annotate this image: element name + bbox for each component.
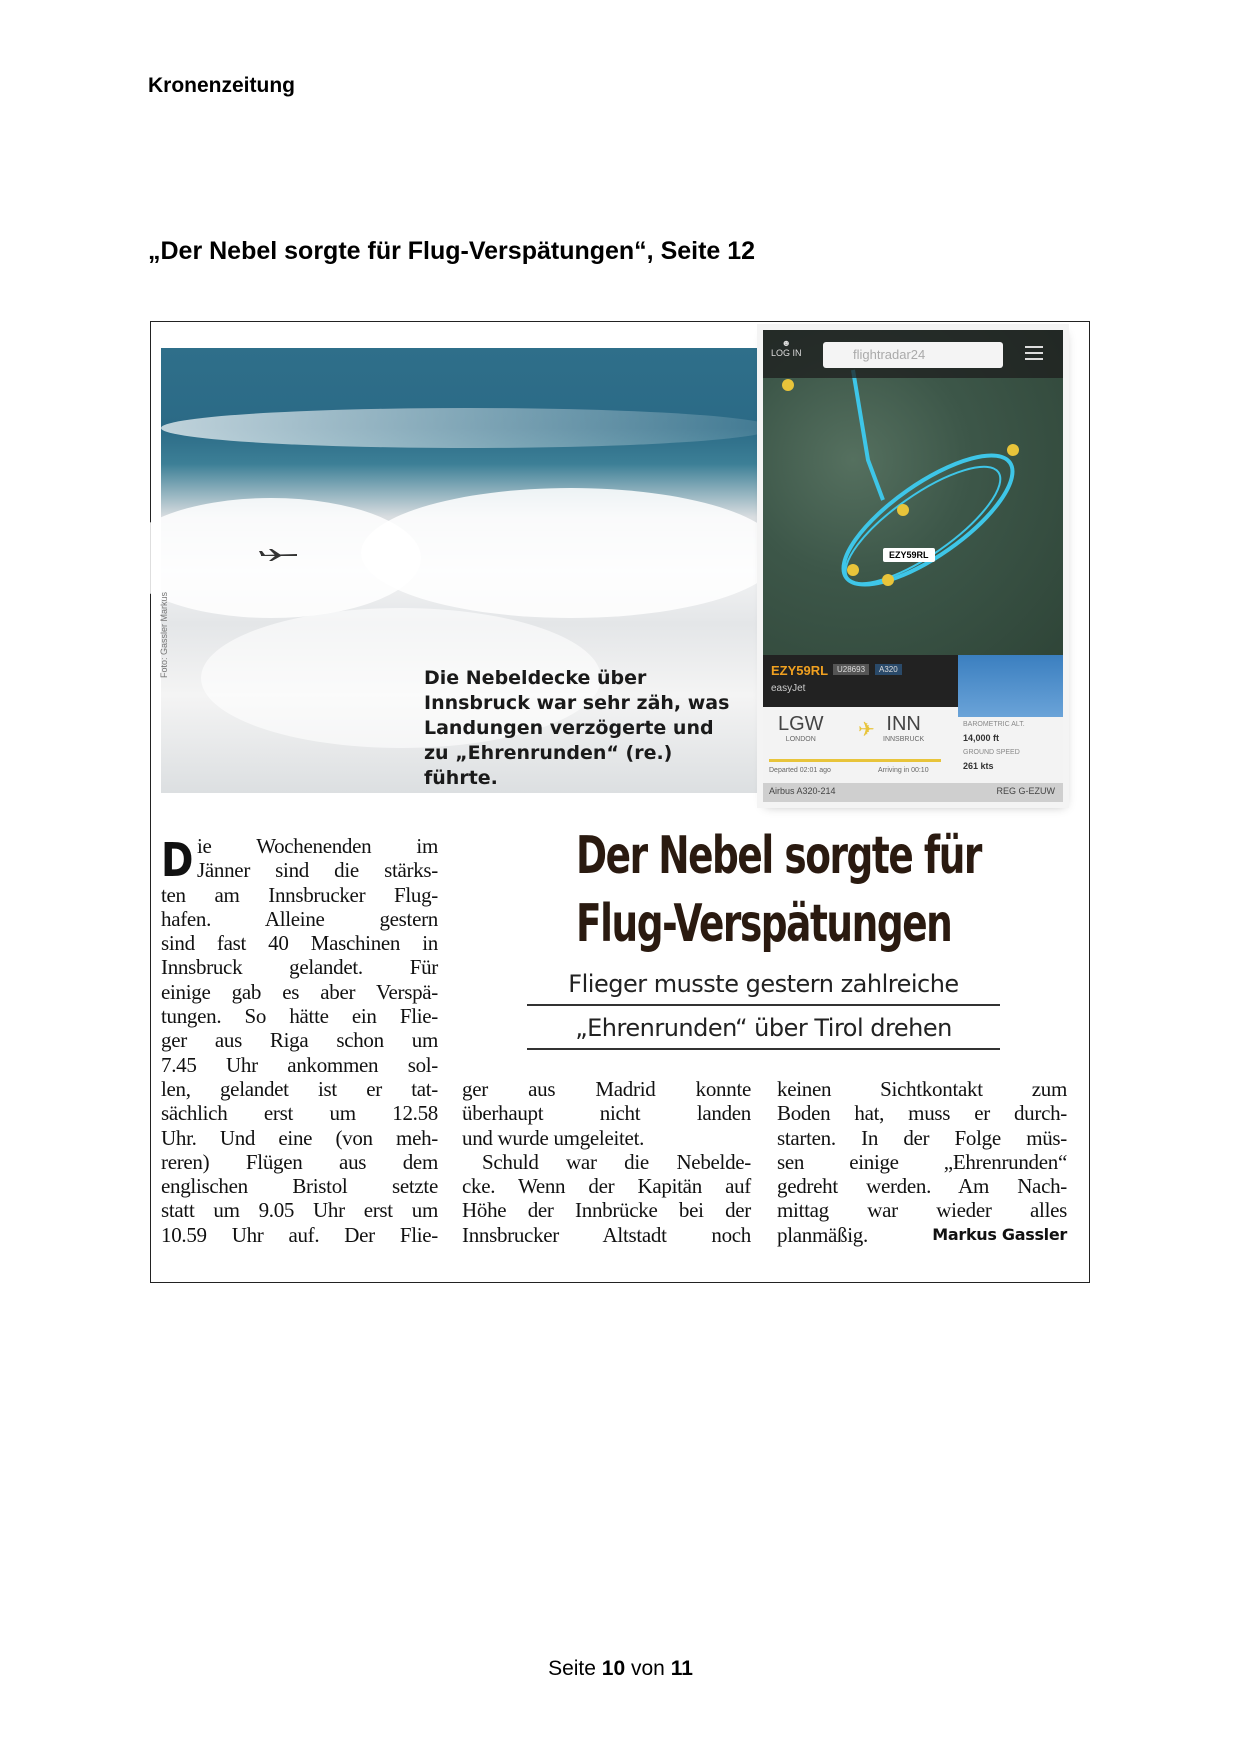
article-line: starten. In der Folge müs- (777, 1125, 1067, 1150)
author-byline: Markus Gassler (932, 1224, 1067, 1244)
article-line: ie Wochenenden im (197, 834, 438, 858)
total-pages: 11 (670, 1657, 693, 1680)
origin-code: LGW (778, 713, 824, 735)
article-line: planmäßig. (777, 1222, 868, 1247)
departed-time: Departed 02:01 ago (769, 767, 831, 774)
menu-icon[interactable] (1025, 346, 1043, 364)
flight-map (763, 330, 1063, 655)
article-line: tungen. So hätte ein Flie- (161, 1004, 438, 1029)
article-line: keinen Sichtkontakt zum (777, 1077, 1067, 1101)
document-title: „Der Nebel sorgte für Flug-Verspätungen“, Seite 12 (148, 237, 756, 265)
article-line: englischen Bristol setzte (161, 1174, 438, 1199)
photo-caption: Die Nebeldecke über Innsbruck war sehr zäh, was Landungen verzögerte und zu „Ehrenrunden“ (re.) führte. (424, 667, 730, 789)
article-line: 10.59 Uhr auf. Der Flie- (161, 1222, 438, 1247)
dest-city: INNSBRUCK (883, 736, 925, 743)
article-line: einige gab es aber Verspä- (161, 979, 438, 1004)
article-line: Höhe der Innbrücke bei der (462, 1198, 751, 1223)
aircraft-model: Airbus A320-214 (769, 786, 836, 796)
article-column-1 (161, 834, 438, 1247)
dest-code: INN (886, 713, 921, 735)
subheadline-line-1: Flieger musste gestern zahlreiche (527, 970, 1000, 1006)
airline: easyJet (771, 683, 806, 694)
article-line: Jänner sind die stärks- (197, 858, 438, 883)
headline-line-2: Flug-Verspätungen (576, 894, 952, 954)
newspaper-clipping (150, 321, 1090, 1283)
article-line: statt um 9.05 Uhr erst um (161, 1198, 438, 1223)
page-prefix: Seite (548, 1657, 596, 1680)
page-of: von (631, 1657, 665, 1680)
user-icon: ☻ (781, 338, 791, 348)
article-line: len, gelandet ist er tat- (161, 1076, 438, 1101)
article-line: 7.45 Uhr ankommen sol- (161, 1052, 438, 1077)
article-line: überhaupt nicht landen (462, 1101, 751, 1126)
login-label: LOG IN (771, 348, 802, 358)
search-bar[interactable] (823, 342, 1003, 368)
article-line: und wurde umgeleitet. (462, 1125, 645, 1150)
flight-info-panel (763, 655, 1063, 802)
article-line: sind fast 40 Maschinen in (161, 931, 438, 956)
publication-name: Kronenzeitung (148, 74, 295, 97)
subheadline-line-2: „Ehrenrunden“ über Tirol drehen (527, 1014, 1000, 1050)
airplane-icon (259, 548, 299, 562)
article-column-2 (462, 1077, 751, 1247)
article-headline (506, 822, 1006, 958)
flightradar-screenshot (763, 330, 1063, 802)
article-line: mittag war wieder alles (777, 1198, 1067, 1223)
article-line (777, 1223, 1067, 1247)
article-line: gedreht werden. Am Nach- (777, 1174, 1067, 1199)
fog-photo (161, 348, 774, 793)
aircraft-type: A320 (875, 664, 902, 675)
flight-number: U28693 (833, 664, 869, 675)
arriving-time: Arriving in 00:10 (878, 767, 929, 774)
flight-progress-bar (769, 759, 941, 762)
brand-text: flightradar24 (853, 347, 926, 362)
article-line: sächlich erst um 12.58 (161, 1101, 438, 1126)
article-line: Innsbruck gelandet. Für (161, 955, 438, 980)
callsign: EZY59RL (771, 663, 829, 678)
plane-arrow-icon: ✈ (858, 719, 875, 741)
page-number (0, 1657, 1241, 1681)
flight-label: EZY59RL (883, 548, 935, 562)
article-line: sen einige „Ehrenrunden“ (777, 1149, 1067, 1174)
current-page: 10 (601, 1657, 626, 1680)
article-line: Innsbrucker Altstadt noch (462, 1222, 751, 1247)
article-column-3 (777, 1077, 1067, 1247)
article-line: cke. Wenn der Kapitän auf (462, 1174, 751, 1199)
article-line: Boden hat, muss er durch- (777, 1101, 1067, 1126)
article-line: Uhr. Und eine (von meh- (161, 1125, 438, 1150)
baro-label: BAROMETRIC ALT. (963, 721, 1025, 728)
article-line: hafen. Alleine gestern (161, 906, 438, 931)
origin-city: LONDON (785, 736, 816, 743)
aircraft-photo (958, 655, 1063, 717)
speed-value: 261 kts (963, 761, 994, 771)
article-line: Schuld war die Nebelde- (482, 1149, 751, 1174)
article-line: ten am Innsbrucker Flug- (161, 882, 438, 907)
registration: REG G-EZUW (996, 786, 1055, 796)
baro-value: 14,000 ft (963, 733, 1000, 743)
speed-label: GROUND SPEED (963, 749, 1020, 756)
login-button[interactable] (771, 338, 802, 358)
article-line: ger aus Madrid konnte (462, 1077, 751, 1101)
headline-line-1: Der Nebel sorgte für (576, 826, 981, 886)
article-line: reren) Flügen aus dem (161, 1149, 438, 1174)
photo-credit: Foto: Gassler Markus (159, 591, 169, 678)
drop-cap: D (161, 833, 194, 887)
article-line: ger aus Riga schon um (161, 1028, 438, 1053)
